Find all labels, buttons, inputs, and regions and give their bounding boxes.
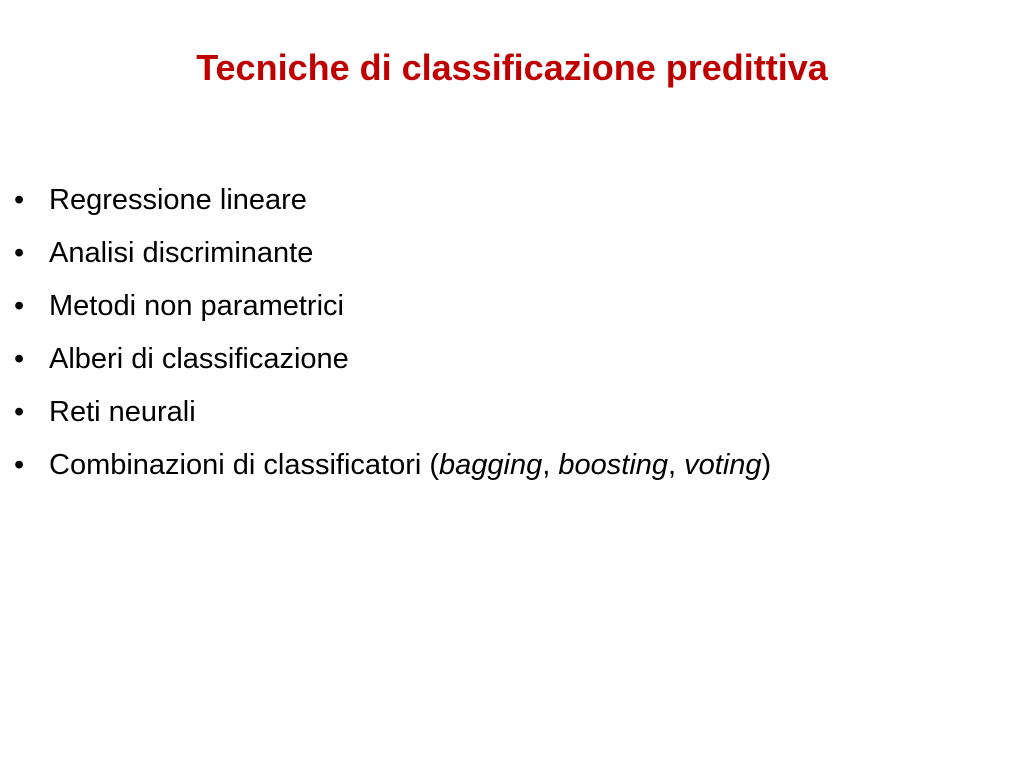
list-item [14, 227, 771, 280]
list-item-text: Regressione lineare [49, 184, 307, 216]
bullet-icon: • [14, 237, 25, 269]
term-voting: voting [684, 449, 762, 481]
bullet-icon: • [14, 184, 25, 216]
bullet-list [14, 174, 771, 492]
list-item [14, 386, 771, 439]
slide-title: Tecniche di classificazione predittiva [196, 47, 828, 88]
bullet-icon: • [14, 290, 25, 322]
bullet-icon: • [14, 343, 25, 375]
separator: , [668, 449, 685, 481]
list-item-text [49, 439, 771, 492]
list-item-combinations [14, 439, 771, 492]
list-item-text: Reti neurali [49, 396, 196, 428]
list-item [14, 333, 771, 386]
term-bagging: bagging [439, 449, 543, 481]
combinations-prefix: Combinazioni di classificatori ( [49, 449, 440, 481]
term-boosting: boosting [558, 449, 669, 481]
list-item-text: Analisi discriminante [49, 237, 314, 269]
combinations-suffix: ) [761, 449, 772, 481]
bullet-icon: • [14, 449, 25, 481]
list-item-text: Metodi non parametrici [49, 290, 344, 322]
list-item [14, 280, 771, 333]
list-item [14, 174, 771, 227]
separator: , [542, 449, 559, 481]
list-item-text: Alberi di classificazione [49, 343, 349, 375]
bullet-icon: • [14, 396, 25, 428]
